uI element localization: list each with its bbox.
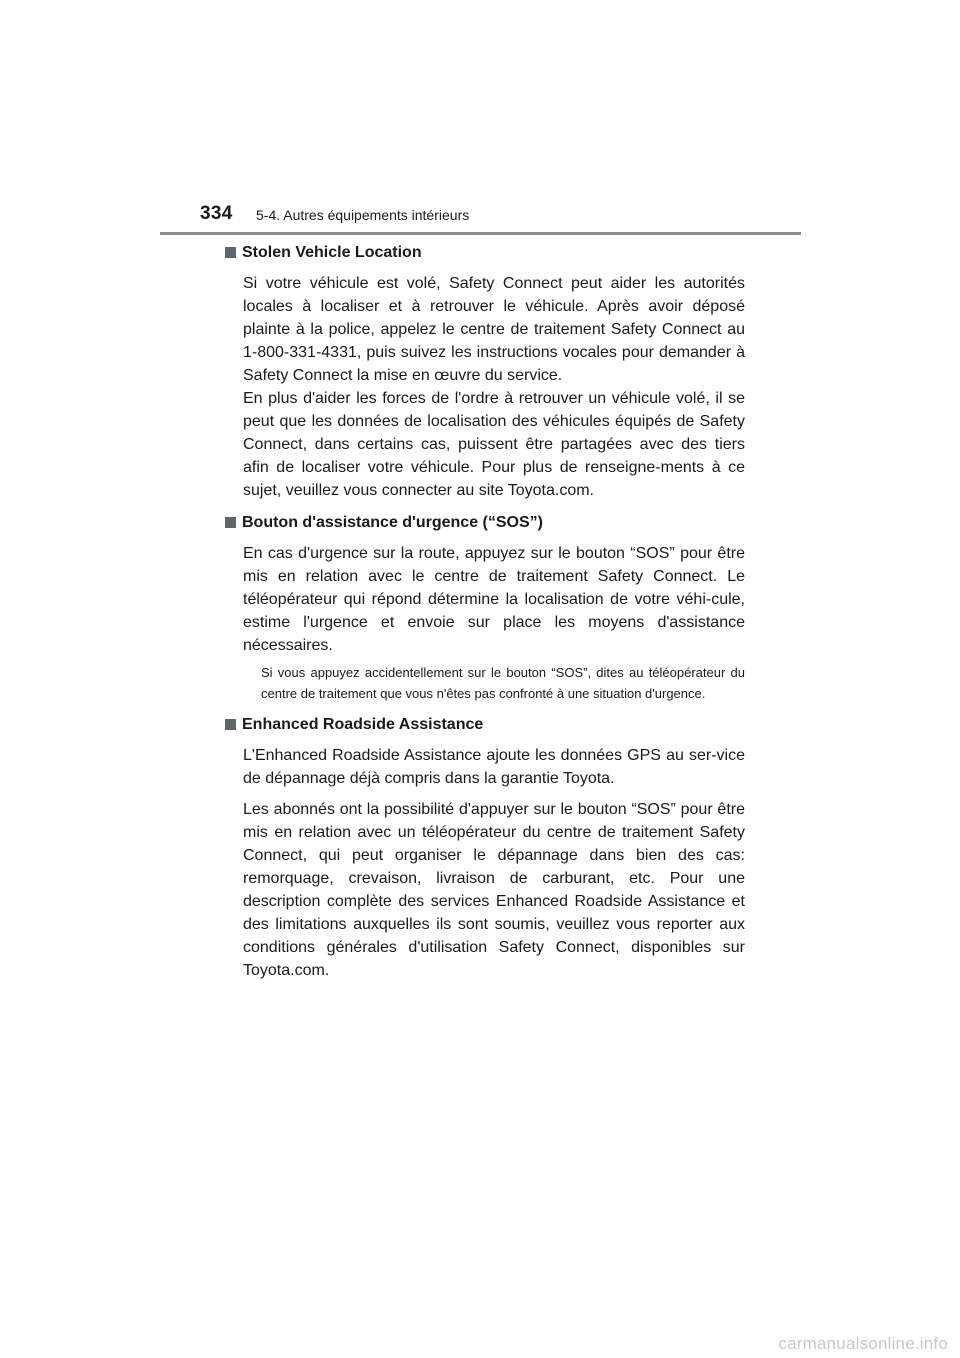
section-enhanced-roadside-assistance [225,713,745,982]
watermark-text: carmanualsonline.info [778,1334,948,1353]
paragraph: Si votre véhicule est volé, Safety Connect peut aider les autorités locales à localiser et à retrouver le véhicule. Après avoir déposé plainte à la police, appelez le centre de traitement Safety Connect au 1-800-331-4331, puis suivez les instructions vocales pour demander à Safety Connect la mise en œuvre du service. [243,275,745,384]
page-header [0,0,960,240]
square-bullet-icon [225,247,236,258]
section-sos-button [225,511,745,704]
square-bullet-icon [225,517,236,528]
section-heading-text: Enhanced Roadside Assistance [242,716,484,733]
paragraph: Les abonnés ont la possibilité d'appuyer sur le bouton “SOS” pour être mis en relation avec un téléopérateur du centre de traitement Safety Connect, qui peut organiser le dépannage dans bien des cas: remorquage, crevaison, livraison de carburant, etc. Pour une description complète des services Enhanced Roadside Assistance et des limitations auxquelles ils sont soumis, veuillez vous reporter aux conditions générales d'utilisation Safety Connect, disponibles sur Toyota.com. [243,801,745,979]
page-number: 334 [200,203,233,224]
section-heading [225,241,745,264]
header-rule [160,232,801,235]
paragraph: En plus d'aider les forces de l'ordre à retrouver un véhicule volé, il se peut que les données de localisation des véhicules équipés de Safety Connect, dans certains cas, puissent être partagées avec des tiers afin de localiser votre véhicule. Pour plus de renseigne-ments à ce sujet, veuillez vous connecter au site Toyota.com. [243,390,745,499]
section-heading [225,713,745,736]
note-text: Si vous appuyez accidentellement sur le bouton “SOS”, dites au téléopérateur du centre de traitement que vous n'êtes pas confronté à une situation d'urgence. [261,665,745,701]
page-content [225,241,745,982]
section-stolen-vehicle-location [225,241,745,502]
section-heading-text: Stolen Vehicle Location [242,244,422,261]
square-bullet-icon [225,719,236,730]
section-heading-text: Bouton d'assistance d'urgence (“SOS”) [242,514,543,531]
paragraph: L'Enhanced Roadside Assistance ajoute les données GPS au ser-vice de dépannage déjà compris dans la garantie Toyota. [243,747,745,787]
section-heading [225,511,745,534]
paragraph: En cas d'urgence sur la route, appuyez sur le bouton “SOS” pour être mis en relation avec le centre de traitement Safety Connect. Le téléopérateur qui répond détermine la localisation de votre véhi-cule, estime l'urgence et envoie sur place les moyens d'assistance nécessaires. [243,545,745,654]
section-title: 5-4. Autres équipements intérieurs [256,207,470,223]
